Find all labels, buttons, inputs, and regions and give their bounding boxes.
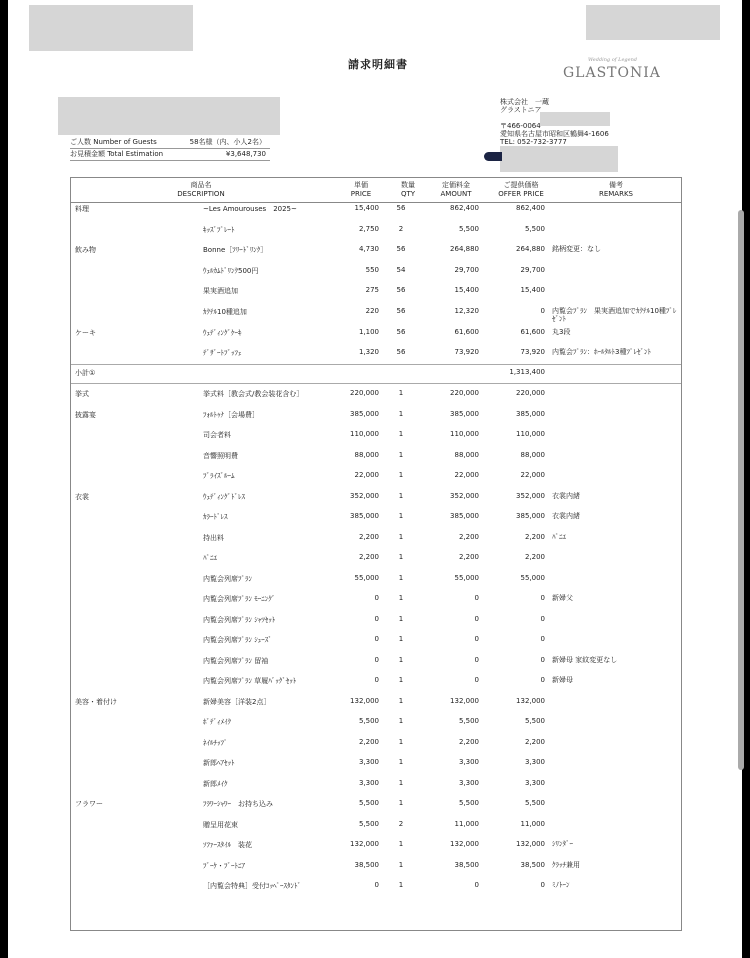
row-qty: 2 [398,224,404,233]
row-amount: 0 [474,614,479,623]
logo: GLASTONIA [563,65,661,81]
table-row [71,530,681,550]
logo-tagline: Wedding of Legend [588,57,638,63]
row-amount: 3,300 [458,778,479,787]
table-row [71,796,681,816]
row-offer-price: 0 [540,594,545,602]
row-offer-price: 2,200 [524,532,545,541]
row-remarks: ｸﾗｯﾁ兼用 [552,860,580,869]
guests-value: 58名様（内、小人2名） [189,138,266,146]
table-row [71,837,681,857]
table-row [71,571,681,591]
table-row [71,386,681,406]
row-description: ~Les Amourouses 2025~ [203,205,297,213]
row-price: 5,500 [358,799,379,807]
row-qty: 1 [398,491,404,500]
row-offer-price: 38,500 [520,860,545,869]
row-qty: 1 [398,758,404,766]
row-price: 0 [374,655,379,664]
row-price: 385,000 [350,409,379,418]
redacted-block-top-left [29,5,193,51]
row-qty: 1 [398,635,404,643]
row-category: 挙式 [75,390,89,398]
table-row [71,612,681,632]
row-description: ｳｪﾃﾞｨﾝｸﾞﾄﾞﾚｽ [203,492,245,501]
guests-row [70,137,270,149]
row-description: 内覧会列席ﾌﾟﾗﾝ 草履ﾊﾞｯｸﾞｾｯﾄ [203,677,297,685]
table-row [71,694,681,714]
row-category: フラワー [75,800,103,808]
row-price: 2,200 [358,737,379,746]
row-qty: 1 [398,614,404,623]
row-qty: 2 [398,819,404,828]
row-qty: 1 [398,389,404,397]
row-price: 220,000 [350,389,379,397]
row-amount: 385,000 [450,512,479,520]
row-offer-price: 352,000 [516,491,545,500]
subtotal-label: 小計① [75,369,96,377]
row-offer-price: 55,000 [520,573,545,582]
row-offer-price: 220,000 [516,389,545,397]
row-qty: 56 [396,245,406,254]
row-amount: 862,400 [450,204,479,212]
row-offer-price: 0 [540,635,545,643]
company-tel: TEL: 052-732-3777 [500,138,567,146]
row-qty: 1 [398,737,404,746]
row-qty: 56 [396,307,406,315]
table-row [71,325,681,345]
redacted-block-customer [58,97,280,135]
row-offer-price: 61,600 [520,327,545,336]
row-qty: 1 [398,840,404,848]
row-price: 0 [374,881,379,889]
row-amount: 73,920 [454,348,479,357]
row-amount: 220,000 [450,389,479,397]
row-qty: 1 [398,778,404,787]
row-price: 0 [374,594,379,602]
row-amount: 2,200 [458,737,479,746]
row-description: ｳｪﾙｶﾑﾄﾞﾘﾝｸ500円 [203,266,259,275]
header-qty: 数量 QTY [400,181,416,198]
table-row [71,858,681,878]
row-offer-price: 132,000 [516,840,545,848]
row-qty: 1 [398,676,404,684]
row-description: 持出料 [203,533,224,542]
table-row [71,714,681,734]
row-qty: 1 [398,655,404,664]
page-title: 請求明細書 [348,58,408,71]
row-qty: 1 [398,532,404,541]
table-row [71,407,681,427]
row-amount: 22,000 [454,471,479,479]
row-amount: 2,200 [458,532,479,541]
redacted-block-top-right [586,5,720,40]
row-amount: 264,880 [450,245,479,254]
row-description: ﾈｲﾙﾁｯﾌﾟ [203,738,228,747]
row-remarks: ﾊﾟﾆｴ [552,532,566,541]
row-amount: 5,500 [458,224,479,233]
row-offer-price: 862,400 [516,204,545,212]
table-row [71,653,681,673]
row-description: 新郎ﾒｲｸ [203,779,228,788]
row-description: 内覧会列席ﾌﾟﾗﾝ [203,574,252,583]
row-amount: 132,000 [450,840,479,848]
row-remarks: 銘柄変更：なし [552,245,601,254]
row-remarks: 新婦母 [552,676,573,684]
row-offer-price: 22,000 [520,471,545,479]
row-price: 55,000 [354,573,379,582]
row-remarks: 内覧会ﾌﾟﾗﾝ：ﾎｰﾙﾀﾙﾄ3種ﾌﾟﾚｾﾞﾝﾄ [552,348,651,357]
row-category: 飲み物 [75,246,96,255]
row-qty: 54 [396,265,406,274]
estimate-value: ¥3,648,730 [225,150,266,158]
estimate-row [70,149,270,161]
table-row [71,755,681,775]
table-row [71,304,681,324]
table-row [71,468,681,488]
table-row [71,489,681,509]
row-description: 司会者料 [203,431,231,439]
row-description: ﾌｫﾙﾄｩﾅ［会場費］ [203,410,259,419]
table-row [71,509,681,529]
table-row [71,242,681,262]
table-row [71,735,681,755]
table-row [71,427,681,447]
row-remarks: 新婦父 [552,594,573,602]
row-price: 15,400 [354,204,379,212]
row-qty: 1 [398,594,404,602]
row-offer-price: 3,300 [524,778,545,787]
company-venue: グラストニア [500,106,542,114]
scrollbar[interactable] [738,210,744,770]
row-price: 550 [365,265,379,274]
row-qty: 56 [396,204,406,212]
header-description: 商品名 DESCRIPTION [177,181,225,198]
row-remarks: 衣裳内緒 [552,491,580,500]
company-address: 愛知県名古屋市昭和区鶴舞4-1606 [500,130,609,138]
row-offer-price: 5,500 [524,717,545,725]
row-offer-price: 110,000 [516,430,545,438]
row-offer-price: 132,000 [516,696,545,705]
row-offer-price: 11,000 [520,819,545,828]
row-price: 4,730 [358,245,379,254]
row-qty: 1 [398,573,404,582]
row-amount: 15,400 [454,286,479,295]
row-offer-price: 2,200 [524,553,545,561]
row-offer-price: 2,200 [524,737,545,746]
row-description: ｷｯｽﾞﾌﾟﾚｰﾄ [203,225,235,234]
row-qty: 1 [398,471,404,479]
row-qty: 1 [398,409,404,418]
company-info [500,98,609,146]
table-row [71,591,681,611]
header-amount: 定価料金 AMOUNT [440,181,472,198]
table-row [71,673,681,693]
row-description: 挙式料［教会式/教会装花含む］ [203,390,304,398]
row-price: 5,500 [358,819,379,828]
row-offer-price: 385,000 [516,409,545,418]
row-remarks: ｼﾘﾝﾀﾞｰ [552,840,573,848]
row-qty: 1 [398,512,404,520]
row-offer-price: 88,000 [520,450,545,459]
row-price: 132,000 [350,840,379,848]
row-description: ﾌﾞﾗｲｽﾞﾙｰﾑ [203,472,235,480]
row-price: 385,000 [350,512,379,520]
row-amount: 11,000 [454,819,479,828]
row-qty: 1 [398,450,404,459]
row-offer-price: 73,920 [520,348,545,357]
row-description: 新婦美容［洋装2点］ [203,697,271,706]
table-row [71,550,681,570]
row-amount: 352,000 [450,491,479,500]
row-offer-price: 0 [540,307,545,315]
row-price: 2,750 [358,224,379,233]
redacted-block-contact [500,146,618,172]
row-description: ｶﾗｰﾄﾞﾚｽ [203,513,228,521]
header-offer: ご提供価格 OFFER PRICE [498,181,544,198]
row-remarks: ﾐﾉﾄｰﾝ [552,881,570,889]
row-offer-price: 0 [540,881,545,889]
row-description: ［内覧会特典］受付ｺｯﾍﾟｰｽﾀﾝﾄﾞ [203,882,301,890]
row-amount: 55,000 [454,573,479,582]
subtotal-value: 1,313,400 [509,368,545,376]
subtotal-row [71,365,681,385]
row-amount: 0 [474,676,479,684]
table-row [71,776,681,796]
row-price: 110,000 [350,430,379,438]
estimate-label: お見積金額 Total Estimation [70,150,164,158]
row-category: 美容・着付け [75,697,117,706]
row-amount: 0 [474,635,479,643]
row-offer-price: 0 [540,614,545,623]
row-price: 5,500 [358,717,379,725]
table-row [71,263,681,283]
row-amount: 132,000 [450,696,479,705]
row-amount: 2,200 [458,553,479,561]
row-category: 衣裳 [75,492,89,501]
row-description: 内覧会列席ﾌﾟﾗﾝ ｼｬﾂｾｯﾄ [203,615,276,624]
row-amount: 29,700 [454,265,479,274]
row-qty: 1 [398,881,404,889]
row-qty: 56 [396,327,406,336]
row-price: 3,300 [358,778,379,787]
row-offer-price: 0 [540,676,545,684]
row-remarks: 内覧会ﾌﾟﾗﾝ 果実酒追加でｶｸﾃﾙ10種ﾌﾟﾚｾﾞﾝﾄ [552,307,677,323]
row-category: 披露宴 [75,410,96,419]
row-price: 88,000 [354,450,379,459]
table-row [71,632,681,652]
row-qty: 1 [398,696,404,705]
row-description: 新郎ﾍｱｾｯﾄ [203,759,235,767]
row-price: 2,200 [358,532,379,541]
row-amount: 0 [474,594,479,602]
row-qty: 56 [396,348,406,357]
row-category: 料理 [75,205,89,213]
table-row [71,817,681,837]
table-row [71,222,681,242]
row-amount: 0 [474,655,479,664]
row-amount: 61,600 [454,327,479,336]
row-description: ｶｸﾃﾙ10種追加 [203,308,247,316]
row-description: 内覧会列席ﾌﾟﾗﾝ ｼｭｰｽﾞ [203,636,272,644]
row-description: ﾊﾟﾆｴ [203,554,217,562]
row-price: 132,000 [350,696,379,705]
row-amount: 385,000 [450,409,479,418]
row-price: 0 [374,614,379,623]
invoice-table [70,177,682,931]
row-description: 果実酒追加 [203,287,238,296]
row-description: ｳｪﾃﾞｨﾝｸﾞｹｰｷ [203,328,242,337]
table-row [71,878,681,898]
row-offer-price: 29,700 [520,265,545,274]
row-amount: 88,000 [454,450,479,459]
row-category: ケーキ [75,328,96,337]
header-remarks: 備考 REMARKS [598,181,633,198]
row-amount: 110,000 [450,430,479,438]
row-amount: 5,500 [458,717,479,725]
row-description: 内覧会列席ﾌﾟﾗﾝ ﾓｰﾆﾝｸﾞ [203,595,276,603]
row-qty: 1 [398,799,404,807]
row-offer-price: 5,500 [524,799,545,807]
row-amount: 5,500 [458,799,479,807]
row-price: 2,200 [358,553,379,561]
row-remarks: 丸3段 [552,327,571,336]
ship-logo-icon [484,152,502,161]
summary [70,137,270,161]
row-offer-price: 385,000 [516,512,545,520]
row-qty: 56 [396,286,406,295]
row-offer-price: 15,400 [520,286,545,295]
table-row [71,283,681,303]
row-price: 0 [374,676,379,684]
table-row [71,345,681,365]
row-description: 贈呈用花束 [203,820,238,829]
row-description: 音響照明費 [203,451,238,460]
row-description: ﾌﾗﾜｰｼｬﾜｰ お持ち込み [203,800,273,808]
row-qty: 1 [398,860,404,869]
company-postal: 〒466-0064 [500,122,541,130]
row-price: 352,000 [350,491,379,500]
guests-label: ご人数 Number of Guests [70,138,157,146]
row-description: 内覧会列席ﾌﾟﾗﾝ 留袖 [203,656,269,665]
row-description: ﾃﾞｻﾞｰﾄﾌﾞｯﾌｪ [203,349,242,358]
row-remarks: 新婦母 家紋変更なし [552,655,618,664]
row-amount: 3,300 [458,758,479,766]
row-offer-price: 0 [540,655,545,664]
row-offer-price: 264,880 [516,245,545,254]
row-description: ｿﾌｧｰｽﾀｲﾙ 装花 [203,841,252,849]
row-price: 3,300 [358,758,379,766]
row-description: ﾎﾞﾃﾞｨﾒｲｸ [203,718,231,726]
row-price: 1,320 [358,348,379,357]
row-amount: 12,320 [454,307,479,315]
row-amount: 38,500 [454,860,479,869]
row-price: 1,100 [358,327,379,336]
table-row [71,448,681,468]
table-row [71,201,681,221]
row-price: 38,500 [354,860,379,869]
company-name: 株式会社 一蔵 [500,98,549,106]
header-price: 単価 PRICE [350,181,372,198]
row-qty: 1 [398,430,404,438]
row-offer-price: 3,300 [524,758,545,766]
row-offer-price: 5,500 [524,224,545,233]
row-remarks: 衣裳内緒 [552,512,580,520]
row-description: Bonne［ﾌﾘｰﾄﾞﾘﾝｸ］ [203,246,268,255]
row-price: 220 [365,307,379,315]
row-description: ﾌﾞｰｹ・ﾌﾞｰﾄﾆｱ [203,861,245,870]
row-price: 0 [374,635,379,643]
row-qty: 1 [398,553,404,561]
row-qty: 1 [398,717,404,725]
row-price: 22,000 [354,471,379,479]
row-amount: 0 [474,881,479,889]
row-price: 275 [365,286,379,295]
